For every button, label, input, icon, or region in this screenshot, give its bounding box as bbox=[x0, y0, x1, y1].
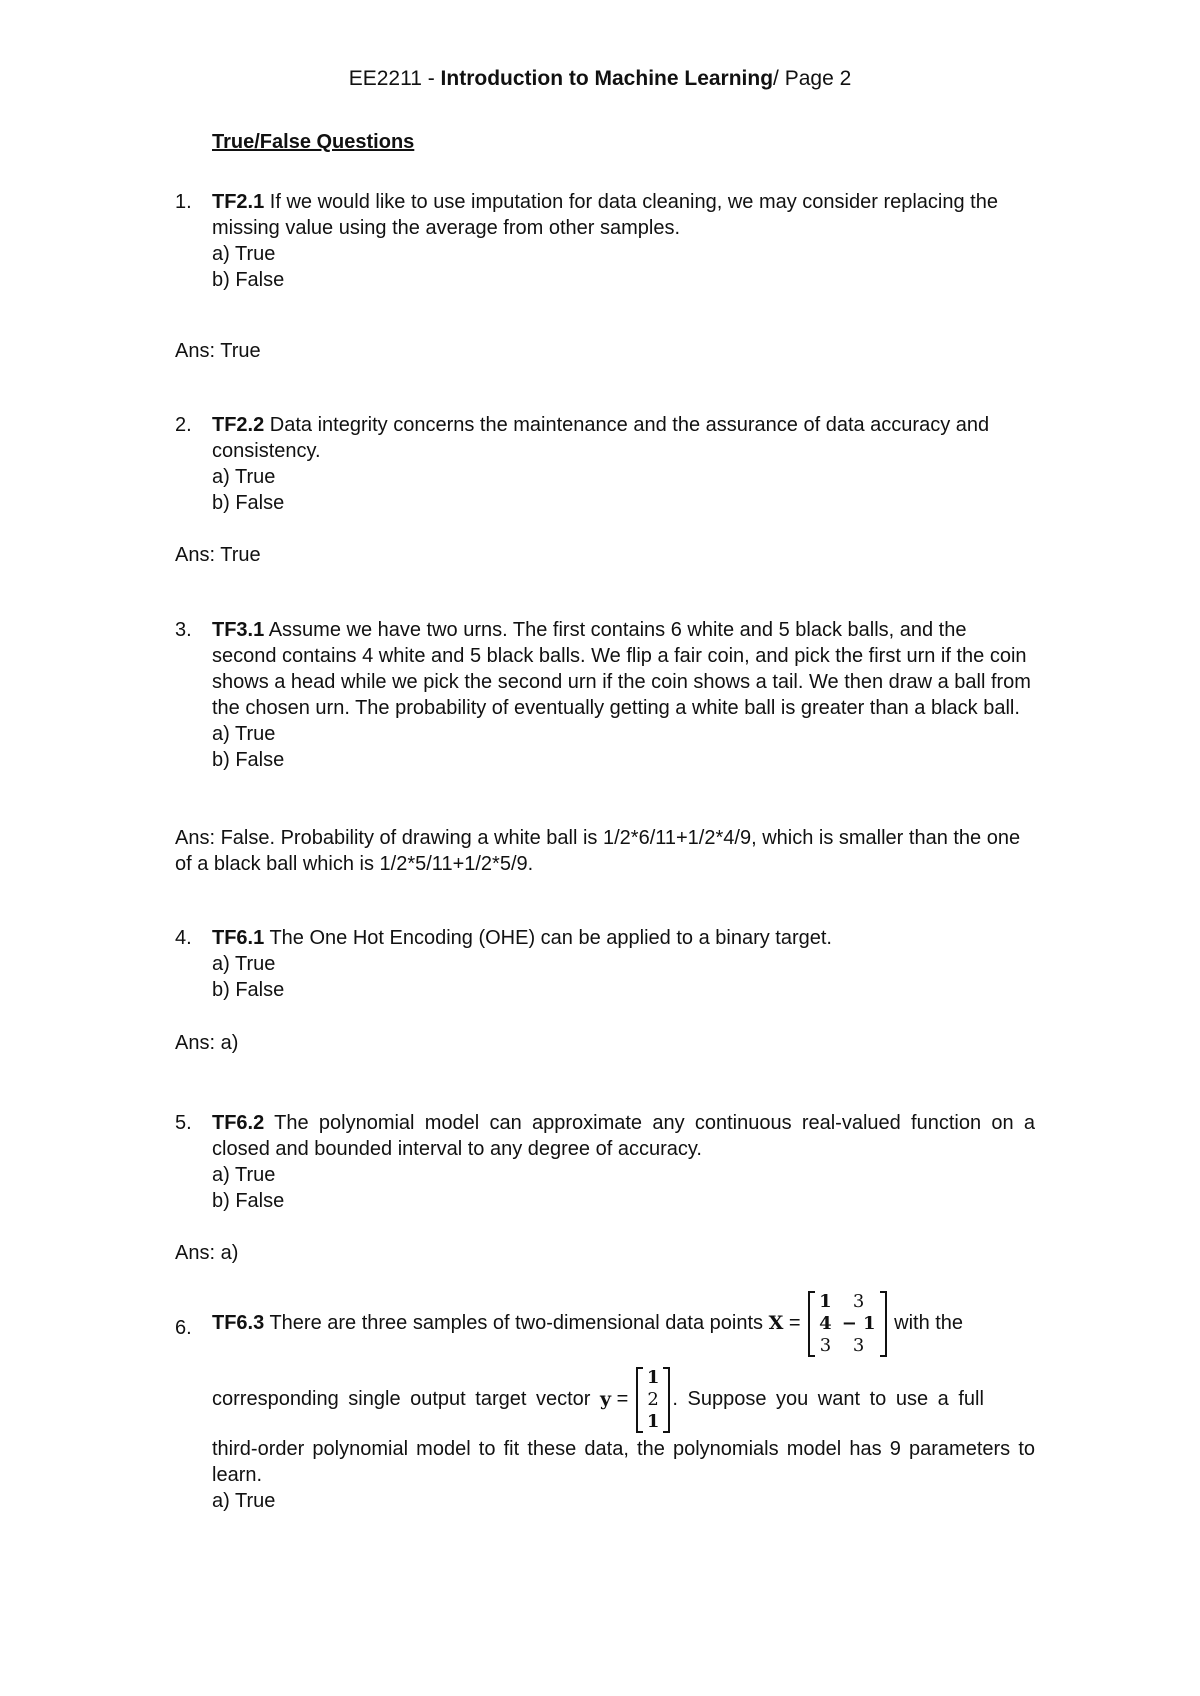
option-b: b) False bbox=[212, 979, 285, 1001]
option-a: a) True bbox=[212, 723, 276, 745]
question-stem bbox=[212, 1110, 1035, 1162]
vector-cell: 1 bbox=[646, 1410, 660, 1432]
question-id: TF3.1 bbox=[212, 619, 265, 641]
question-3 bbox=[175, 617, 1035, 773]
question-number: 1. bbox=[175, 191, 192, 213]
matrix-cell: − 1 bbox=[841, 1312, 876, 1334]
question-number: 3. bbox=[175, 619, 192, 641]
answer-4: Ans: a) bbox=[175, 1032, 239, 1054]
question-text: If we would like to use imputation for data cleaning, we may consider replacing the missing value using the average from other samples. bbox=[212, 191, 998, 239]
question-stem-line-2 bbox=[212, 1362, 1035, 1436]
question-text: Data integrity concerns the maintenance and the assurance of data accuracy and consistency. bbox=[212, 414, 990, 462]
matrix-x bbox=[808, 1291, 886, 1357]
question-6 bbox=[175, 1284, 1035, 1514]
course-title: Introduction to Machine Learning bbox=[440, 67, 774, 90]
option-a: a) True bbox=[212, 953, 276, 975]
question-stem bbox=[212, 412, 1035, 464]
question-stem-line-3: third-order polynomial model to fit these data, the polynomials model has 9 parameters to learn. bbox=[212, 1438, 1035, 1486]
question-2 bbox=[175, 412, 1035, 516]
question-number: 6. bbox=[175, 1317, 192, 1339]
matrix-cell: 4 bbox=[819, 1312, 832, 1334]
page-header bbox=[0, 66, 1200, 92]
question-text: corresponding single output target vector bbox=[212, 1388, 600, 1410]
matrix-x-symbol: X bbox=[768, 1312, 784, 1334]
vector-y bbox=[636, 1367, 671, 1433]
course-code: EE2211 - bbox=[348, 67, 441, 90]
question-id: TF2.1 bbox=[212, 191, 265, 213]
vector-y-symbol: y bbox=[600, 1388, 612, 1410]
question-stem bbox=[212, 925, 1035, 951]
answer-3: Ans: False. Probability of drawing a white ball is 1/2*6/11+1/2*4/9, which is smaller than the one of a black ball which is 1/2*5/11+1/2*5/9. bbox=[175, 827, 1021, 875]
question-stem bbox=[212, 617, 1035, 721]
matrix-cell: 1 bbox=[819, 1290, 832, 1312]
equals-sign: = bbox=[783, 1312, 807, 1334]
question-stem bbox=[212, 189, 1035, 241]
page-number: / Page 2 bbox=[773, 67, 852, 90]
question-id: TF2.2 bbox=[212, 414, 265, 436]
question-text: The polynomial model can approximate any continuous real-valued function on a closed and bounded interval to any degree of accuracy. bbox=[212, 1112, 1035, 1160]
question-stem-line-1 bbox=[212, 1284, 1035, 1362]
matrix-cell: 3 bbox=[852, 1290, 865, 1312]
option-a: a) True bbox=[212, 466, 276, 488]
question-text: The One Hot Encoding (OHE) can be applied to a binary target. bbox=[264, 927, 832, 949]
question-text-cont: . Suppose you want to use a full bbox=[672, 1388, 984, 1410]
question-4 bbox=[175, 925, 1035, 1003]
matrix-cell: 3 bbox=[852, 1334, 865, 1356]
equals-sign: = bbox=[611, 1388, 634, 1410]
vector-cell: 2 bbox=[647, 1388, 659, 1410]
section-title: True/False Questions bbox=[212, 131, 415, 153]
question-number: 2. bbox=[175, 414, 192, 436]
option-b: b) False bbox=[212, 492, 285, 514]
answer-5: Ans: a) bbox=[175, 1242, 239, 1264]
question-id: TF6.1 bbox=[212, 927, 265, 949]
question-text: Assume we have two urns. The first contains 6 white and 5 black balls, and the second contains 4 white and 5 black balls. We flip a fair coin, and pick the first urn if the coin shows a head while we pick the second urn if the coin shows a tail. We then draw a ball from the chosen urn. The probability of eventually getting a white ball is greater than a black ball. bbox=[212, 619, 1031, 719]
option-b: b) False bbox=[212, 269, 285, 291]
question-number: 4. bbox=[175, 927, 192, 949]
answer-2: Ans: True bbox=[175, 544, 261, 566]
answer-1: Ans: True bbox=[175, 340, 261, 362]
option-a: a) True bbox=[212, 1164, 276, 1186]
question-id: TF6.3 bbox=[212, 1312, 265, 1334]
option-a: a) True bbox=[212, 243, 276, 265]
option-b: b) False bbox=[212, 1190, 285, 1212]
option-b: b) False bbox=[212, 749, 285, 771]
question-id: TF6.2 bbox=[212, 1112, 265, 1134]
question-1 bbox=[175, 189, 1035, 293]
option-a: a) True bbox=[212, 1490, 276, 1512]
question-5 bbox=[175, 1110, 1035, 1214]
question-text: There are three samples of two-dimensional data points bbox=[264, 1312, 769, 1334]
question-number: 5. bbox=[175, 1112, 192, 1134]
matrix-cell: 3 bbox=[819, 1334, 832, 1356]
vector-cell: 1 bbox=[646, 1366, 660, 1388]
question-text-cont: with the bbox=[888, 1312, 964, 1334]
